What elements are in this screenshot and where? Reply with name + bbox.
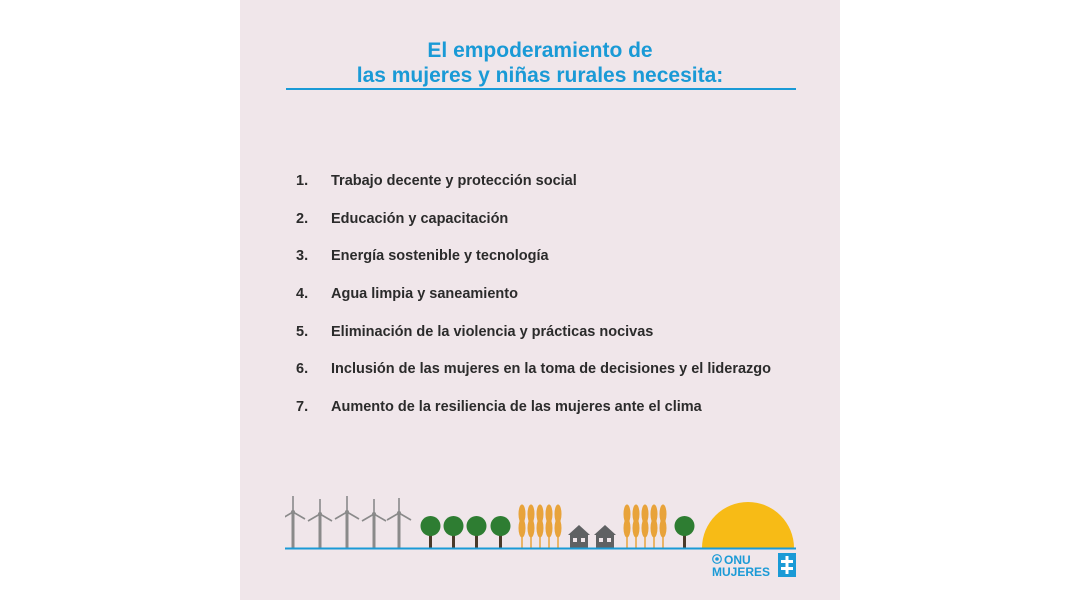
title-line-2: las mujeres y niñas rurales necesita: (356, 64, 724, 87)
list-item-number: 6. (296, 361, 309, 378)
women-symbol-icon (778, 553, 796, 577)
list-item-text: Educación y capacitación (331, 210, 509, 227)
tree-icon (675, 516, 695, 548)
wheat-icon (519, 505, 561, 548)
list-item-text: Agua limpia y saneamiento (331, 286, 518, 303)
house-icon (594, 525, 616, 548)
tree-icon (444, 516, 464, 548)
wind-turbine-icon (387, 498, 411, 548)
house-icon (568, 525, 590, 548)
list-item-number: 7. (296, 399, 309, 416)
rural-landscape-illustration (285, 488, 800, 552)
tree-icon (467, 516, 487, 548)
un-emblem-icon (712, 554, 722, 564)
list-item (296, 324, 826, 362)
list-item-text: Aumento de la resiliencia de las mujeres ante el clima (331, 399, 702, 416)
page-title (240, 38, 840, 88)
list-item (296, 211, 826, 249)
tree-icon (491, 516, 511, 548)
list-item-number: 4. (296, 286, 309, 303)
logo-line-1: ONU (724, 553, 751, 567)
wind-turbine-icon (308, 499, 332, 548)
list-item-number: 2. (296, 210, 309, 227)
list-item (296, 286, 826, 324)
logo-line-2: MUJERES (712, 565, 771, 579)
list-item (296, 248, 826, 286)
list-item-text: Inclusión de las mujeres en la toma de decisiones y el liderazgo (331, 361, 771, 378)
needs-list (296, 173, 826, 437)
wind-turbine-icon (362, 499, 386, 548)
list-item-number: 3. (296, 248, 309, 265)
list-item-number: 5. (296, 323, 309, 340)
list-item-number: 1. (296, 173, 309, 189)
title-line-1: El empoderamiento de (427, 39, 653, 62)
list-item-text: Energía sostenible y tecnología (331, 248, 549, 265)
infographic-card (240, 0, 840, 600)
list-item (296, 173, 826, 211)
onu-mujeres-logo (712, 553, 798, 579)
tree-icon (421, 516, 441, 548)
title-underline (286, 88, 796, 90)
list-item-text: Eliminación de la violencia y prácticas nocivas (331, 323, 654, 340)
wheat-icon (624, 505, 666, 548)
wind-turbine-icon (285, 496, 305, 548)
list-item (296, 361, 826, 399)
wind-turbine-icon (335, 496, 359, 548)
list-item (296, 399, 826, 437)
sun-icon (702, 502, 794, 548)
list-item-text: Trabajo decente y protección social (331, 173, 577, 189)
